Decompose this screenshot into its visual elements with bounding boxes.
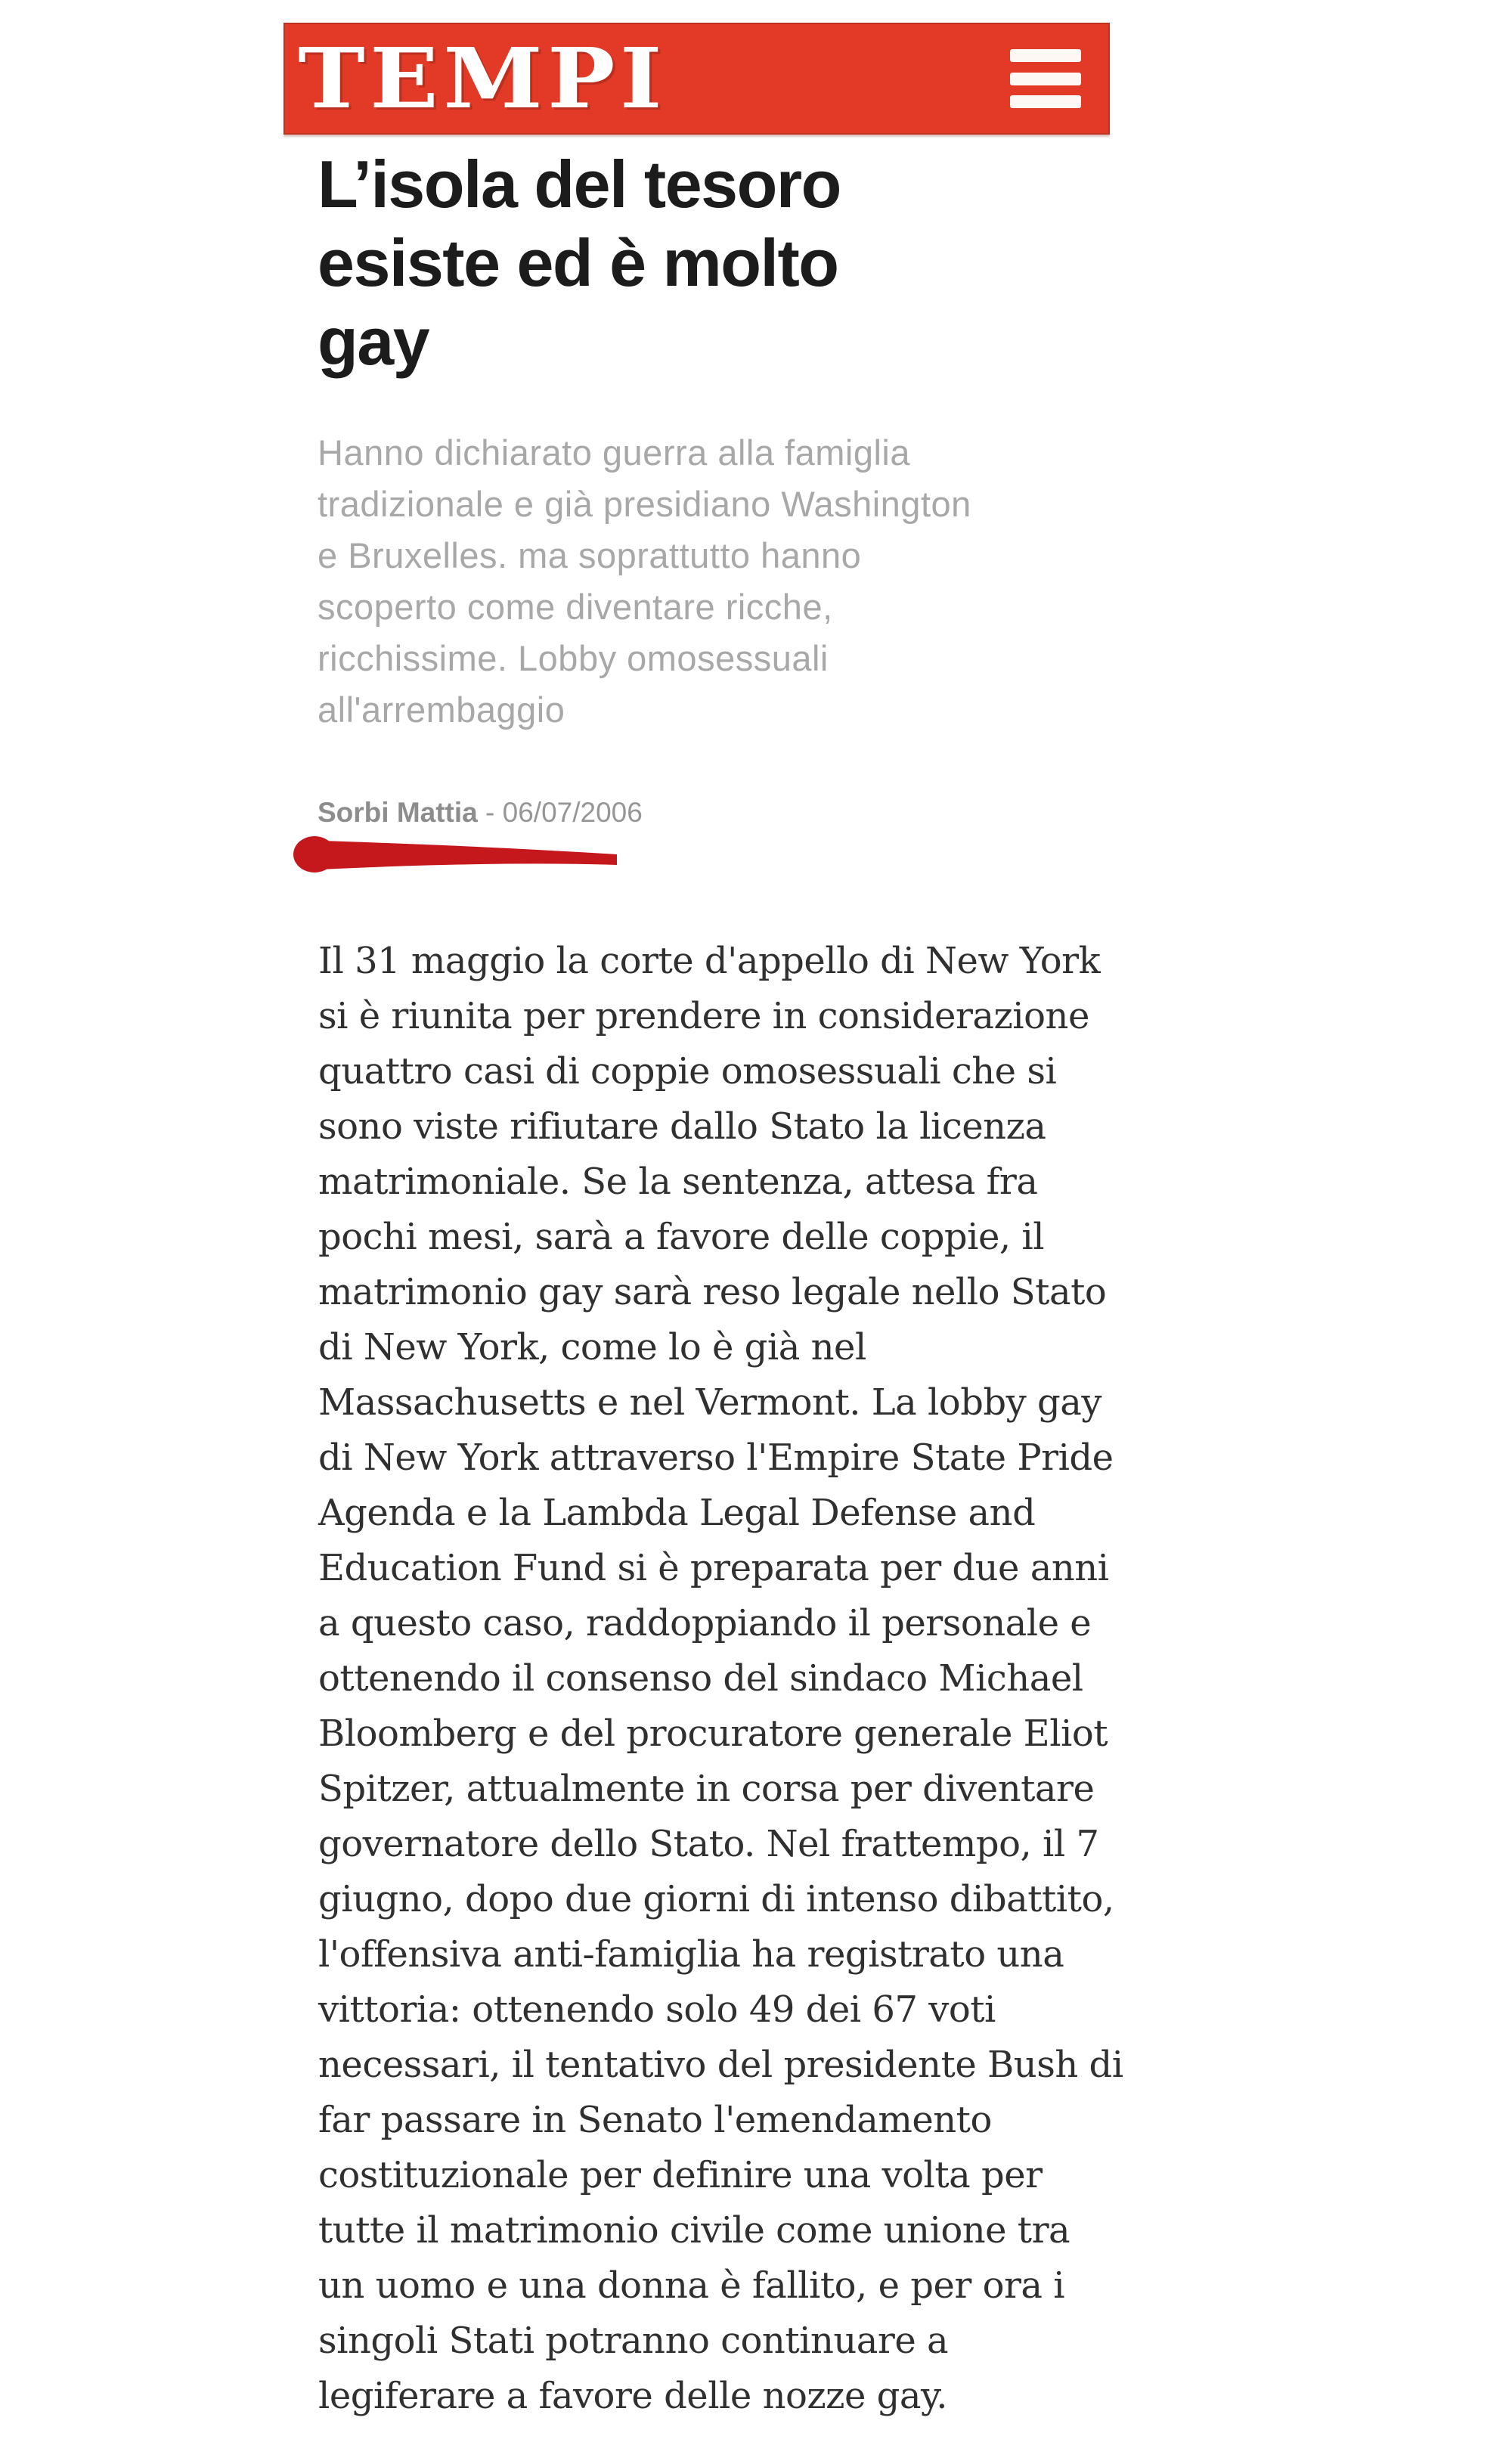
byline-separator: -	[477, 797, 503, 828]
text-line: l'offensiva anti-famiglia ha registrato una	[318, 1933, 1064, 1976]
text-line: si è riunita per prendere in considerazione	[318, 995, 1089, 1037]
text-line: vittoria: ottenendo solo 49 dei 67 voti	[318, 1988, 996, 2031]
text-line: L’isola del tesoro	[318, 147, 841, 222]
text-line: quattro casi di coppie omosessuali che si	[318, 1050, 1057, 1093]
article-subtitle	[318, 427, 971, 736]
text-line: Spitzer, attualmente in corsa per diventare	[318, 1768, 1095, 1810]
text-line: Agenda e la Lambda Legal Defense and	[318, 1492, 1036, 1534]
red-marker-underline-icon	[293, 833, 620, 876]
text-line: singoli Stati potranno continuare a	[318, 2320, 949, 2362]
text-line: ricchissime. Lobby omosessuali	[318, 638, 829, 678]
text-line: all'arrembaggio	[318, 690, 565, 730]
text-line: Massachusetts e nel Vermont. La lobby gay	[318, 1381, 1101, 1424]
text-line: far passare in Senato l'emendamento	[318, 2099, 992, 2141]
text-line: necessari, il tentativo del presidente Bush di	[318, 2044, 1123, 2086]
text-line: matrimoniale. Se la sentenza, attesa fra	[318, 1161, 1038, 1203]
hamburger-icon	[1010, 49, 1081, 62]
text-line: Education Fund si è preparata per due anni	[318, 1547, 1109, 1589]
article-title	[318, 145, 841, 381]
text-line: esiste ed è molto	[318, 225, 838, 300]
text-line: gay	[318, 304, 429, 379]
text-line: ottenendo il consenso del sindaco Michael	[318, 1657, 1083, 1700]
hamburger-icon	[1010, 95, 1081, 108]
author-name[interactable]: Sorbi Mattia	[318, 797, 478, 828]
text-line: governatore dello Stato. Nel frattempo, il 7	[318, 1823, 1099, 1865]
marker-stroke	[321, 841, 617, 869]
text-line: costituzionale per definire una volta per	[318, 2154, 1043, 2196]
text-line: giugno, dopo due giorni di intenso dibattito,	[318, 1878, 1114, 1920]
hamburger-icon	[1010, 73, 1081, 85]
text-line: tutte il matrimonio civile come unione tra	[318, 2209, 1070, 2252]
text-line: pochi mesi, sarà a favore delle coppie, il	[318, 1216, 1045, 1258]
text-line: e Bruxelles. ma soprattutto hanno	[318, 535, 862, 575]
article-body	[318, 934, 1123, 2424]
text-line: un uomo e una donna è fallito, e per ora i	[318, 2264, 1065, 2307]
text-line: Bloomberg e del procuratore generale Eliot	[318, 1712, 1108, 1755]
byline	[318, 796, 643, 829]
text-line: matrimonio gay sarà reso legale nello Stato	[318, 1271, 1107, 1313]
text-line: sono viste rifiutare dallo Stato la licenza	[318, 1105, 1046, 1148]
site-header	[284, 23, 1110, 135]
site-logo[interactable]: TEMPI	[298, 29, 668, 127]
text-line: tradizionale e già presidiano Washington	[318, 484, 971, 524]
text-line: di New York attraverso l'Empire State Pride	[318, 1437, 1114, 1479]
text-line: di New York, come lo è già nel	[318, 1326, 866, 1368]
publish-date: 06/07/2006	[502, 797, 643, 828]
text-line: scoperto come diventare ricche,	[318, 587, 833, 627]
text-line: Hanno dichiarato guerra alla famiglia	[318, 432, 910, 473]
hamburger-menu-button[interactable]	[1010, 49, 1081, 108]
text-line: Il 31 maggio la corte d'appello di New York	[318, 940, 1101, 982]
text-line: legiferare a favore delle nozze gay.	[318, 2375, 947, 2417]
text-line: a questo caso, raddoppiando il personale e	[318, 1602, 1092, 1644]
